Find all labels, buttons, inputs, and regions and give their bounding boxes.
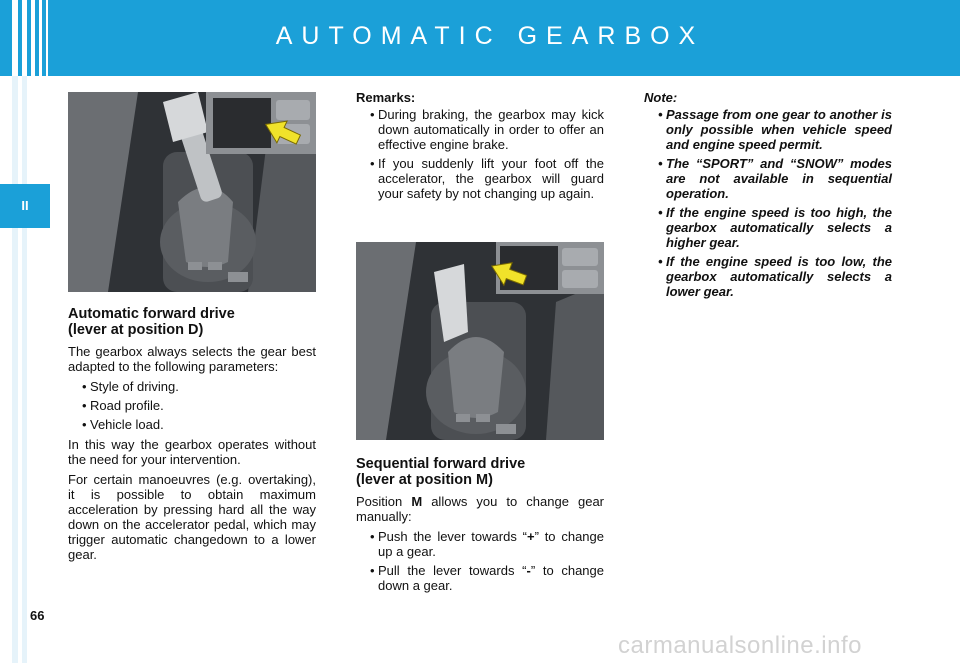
gear-lever-photo	[68, 92, 316, 292]
paragraph: In this way the gearbox operates without the need for your intervention.	[68, 437, 316, 467]
sidebar	[0, 76, 50, 663]
note-label: Note:	[644, 90, 678, 105]
remarks-block	[356, 90, 604, 206]
list-item: • Push the lever towards “+” to change up a gear.	[356, 529, 604, 559]
heading-line-1: Sequential forward drive	[356, 456, 526, 472]
gear-change-list	[356, 529, 604, 593]
watermark: carmanualsonline.info	[618, 632, 862, 659]
list-item: • If the engine speed is too high, the gearbox automatically selects a higher gear.	[644, 205, 892, 250]
gear-lever-photo-sequential	[356, 242, 604, 440]
section-heading-automatic	[68, 306, 316, 338]
list-item: • Passage from one gear to another is only possible when vehicle speed and engine speed permit.	[644, 107, 892, 152]
list-item: • Road profile.	[68, 398, 316, 413]
chapter-tab[interactable]: II	[0, 184, 50, 228]
parameter-list	[68, 379, 316, 432]
list-item: • The “SPORT” and “SNOW” modes are not available in sequential operation.	[644, 156, 892, 201]
list-item: • Pull the lever towards “-” to change down a gear.	[356, 563, 604, 593]
remarks-list	[356, 107, 604, 201]
intro-paragraph: The gearbox always selects the gear best adapted to the following parameters:	[68, 344, 316, 374]
sequential-block	[356, 456, 604, 598]
section-heading-sequential	[356, 456, 604, 488]
intro-paragraph: Position M allows you to change gear manually:	[356, 494, 604, 524]
page-number: 66	[30, 608, 45, 623]
list-item: • Vehicle load.	[68, 417, 316, 432]
remarks-label: Remarks:	[356, 90, 416, 105]
heading-line-1: Automatic forward drive	[68, 306, 235, 322]
header-band	[0, 0, 960, 76]
heading-line-2: (lever at position D)	[68, 322, 204, 338]
list-item: • If you suddenly lift your foot off the accelerator, the gearbox will guard your safety by not changing up again.	[356, 156, 604, 201]
page-title: AUTOMATIC GEARBOX	[275, 22, 705, 50]
sequential-lever-illustration	[356, 242, 604, 440]
left-column	[68, 306, 316, 567]
list-item: • If the engine speed is too low, the gearbox automatically selects a lower gear.	[644, 254, 892, 299]
note-block	[644, 90, 892, 304]
list-item: • Style of driving.	[68, 379, 316, 394]
heading-line-2: (lever at position M)	[356, 472, 493, 488]
list-item: • During braking, the gearbox may kick down automatically in order to offer an effective engine brake.	[356, 107, 604, 152]
note-list	[644, 107, 892, 299]
paragraph: For certain manoeuvres (e.g. overtaking), it is possible to obtain maximum acceleration by pressing hard all the way down on the accelerator pedal, which may trigger automatic changedown to a lower gear.	[68, 472, 316, 562]
gear-lever-illustration	[68, 92, 316, 292]
